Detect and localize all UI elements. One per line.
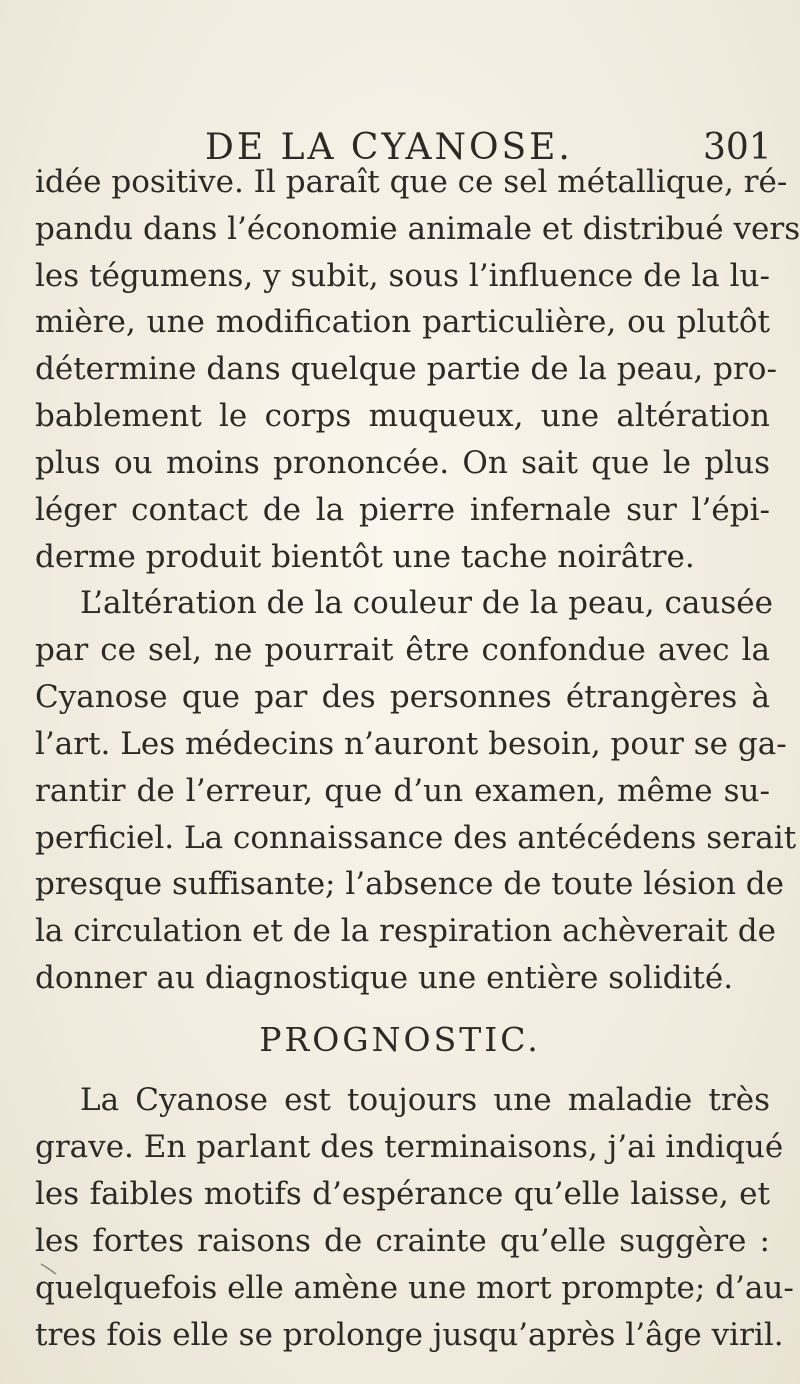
text-line: presque suffisante; l’absence de toute lésion de — [35, 866, 784, 903]
text-line: grave. En parlant des terminaisons, j’ai indiqué — [35, 1129, 784, 1166]
text-line: Cyanose que par des personnes étrangères à — [35, 679, 770, 716]
text-line: l’art. Les médecins n’auront besoin, pour se ga- — [35, 725, 787, 762]
section-heading: PROGNOSTIC. — [259, 1020, 541, 1060]
text-line: plus ou moins prononcée. On sait que le plus — [35, 444, 770, 481]
text-line: léger contact de la pierre infernale sur l’épi- — [35, 491, 770, 528]
text-line: détermine dans quelque partie de la peau, pro- — [35, 351, 777, 388]
text-line: la circulation et de la respiration achèverait de — [35, 913, 776, 950]
text-line: les tégumens, y subit, sous l’influence de la lu- — [35, 257, 770, 294]
text-line: L’altération de la couleur de la peau, causée — [80, 585, 773, 622]
text-line: idée positive. Il paraît que ce sel métallique, ré- — [35, 164, 788, 200]
text-line: par ce sel, ne pourrait être confondue avec la — [35, 632, 770, 669]
text-line: derme produit bientôt une tache noirâtre. — [35, 538, 695, 575]
text-line: donner au diagnostique une entière solidité. — [35, 960, 734, 997]
text-line: perficiel. La connaissance des antécédens serait — [35, 819, 797, 856]
text-line: pandu dans l’économie animale et distribué vers — [35, 210, 800, 247]
ink-mark — [40, 1262, 58, 1276]
text-line: les fortes raisons de crainte qu’elle suggère : — [35, 1222, 770, 1259]
text-line: La Cyanose est toujours une maladie très — [80, 1082, 770, 1119]
text-line: rantir de l’erreur, que d’un examen, même su- — [35, 772, 770, 809]
text-line: bablement le corps muqueux, une altération — [35, 398, 770, 435]
running-title: DE LA CYANOSE. — [205, 127, 573, 168]
text-line: tres fois elle se prolonge jusqu’après l’âge viril. — [35, 1316, 784, 1353]
text-line: mière, une modification particulière, ou plutôt — [35, 304, 770, 341]
text-line: les faibles motifs d’espérance qu’elle laisse, et — [35, 1176, 770, 1213]
text-line: quelquefois elle amène une mort prompte; d’au- — [35, 1269, 794, 1306]
page-number: 301 — [703, 127, 772, 168]
